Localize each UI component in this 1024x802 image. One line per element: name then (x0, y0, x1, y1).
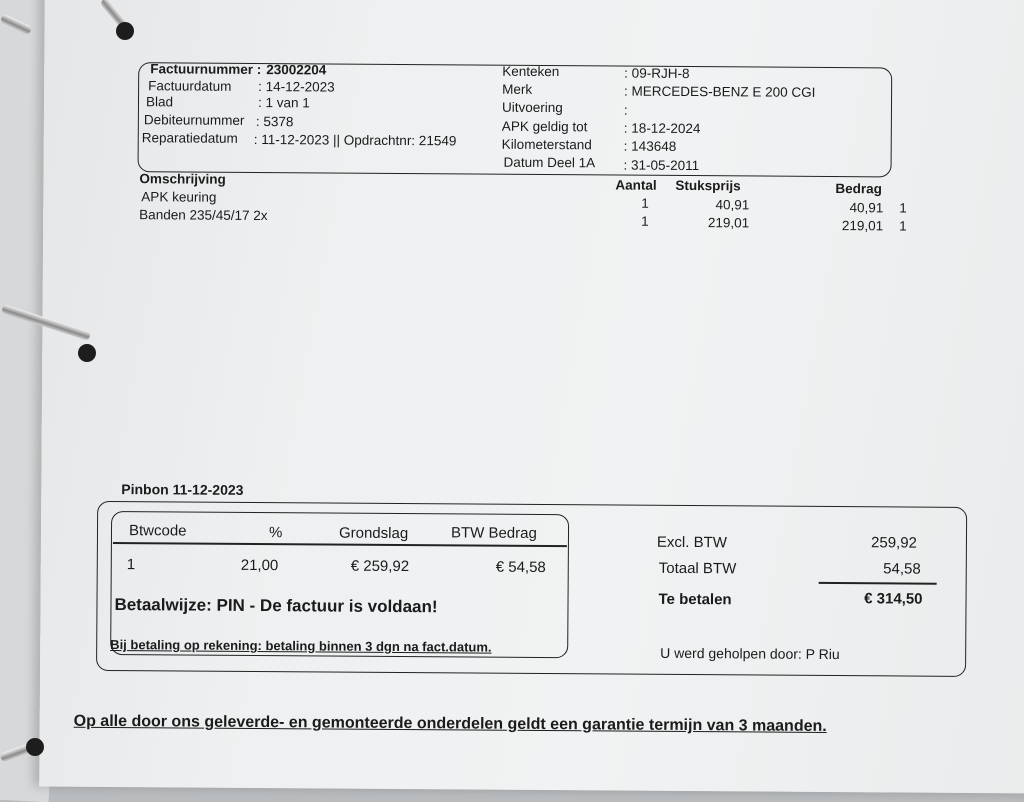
repair-date: : 11-12-2023 || Opdrachtnr: 21549 (253, 131, 457, 149)
helped-by: U werd geholpen door: P Riu (660, 644, 840, 663)
line-item-description: APK keuring (141, 189, 217, 205)
vat-amount-header: BTW Bedrag (450, 524, 537, 542)
vat-amount: € 54,58 (495, 558, 546, 577)
amount-due-label: Te betalen (658, 590, 732, 609)
line-item-vat-code: 1 (899, 218, 907, 234)
col-amount-header: Bedrag (835, 181, 882, 197)
apk-date: : 18-12-2024 (623, 120, 701, 137)
invoice-number-label: Factuurnummer : (150, 61, 262, 78)
col-description-header: Omschrijving (139, 171, 226, 187)
invoice-page (39, 0, 1024, 793)
col-qty-header: Aantal (615, 177, 657, 193)
payment-terms: Bij betaling op rekening: betaling binnen 3 dgn na fact.datum. (110, 636, 492, 655)
punch-hole (78, 344, 96, 362)
debtor-number-label: Debiteurnummer (143, 112, 245, 128)
vat-base: € 259,92 (350, 557, 410, 576)
pinbon-heading: Pinbon 11-12-2023 (121, 481, 244, 498)
brand: : MERCEDES-BENZ E 200 CGI (624, 83, 816, 100)
excl-vat-label: Excl. BTW (656, 533, 727, 552)
vat-code: 1 (126, 556, 136, 574)
vat-percent: 21,00 (240, 556, 279, 575)
line-item-qty: 1 (641, 213, 649, 229)
license-plate-label: Kenteken (502, 63, 560, 80)
repair-date-label: Reparatiedatum (141, 130, 238, 146)
line-item-qty: 1 (641, 195, 649, 211)
invoice-number: 23002204 (266, 62, 327, 78)
vat-base-header: Grondslag (338, 524, 409, 543)
apk-label: APK geldig tot (501, 118, 588, 135)
line-item-amount: 219,01 (841, 218, 884, 234)
variant: : (623, 102, 628, 118)
line-item-unit-price: 219,01 (707, 215, 750, 231)
line-item-amount: 40,91 (849, 200, 884, 216)
excl-vat-value: 259,92 (870, 534, 917, 552)
punch-hole (116, 22, 134, 40)
warranty-notice: Op alle door ons geleverde- en gemonteerde onderdelen geldt een garantie termijn van 3 maanden. (73, 712, 827, 735)
line-item-vat-code: 1 (899, 200, 907, 216)
page-label: Blad (145, 94, 174, 110)
line-item-description: Banden 235/45/17 2x (139, 207, 268, 224)
registration-date-label: Datum Deel 1A (503, 154, 596, 171)
registration-date: : 31-05-2011 (623, 157, 700, 174)
payment-method: Betaalwijze: PIN - De factuur is voldaan! (114, 595, 438, 617)
vat-percent-header: % (268, 524, 283, 542)
mileage-label: Kilometerstand (501, 136, 592, 153)
amount-due-value: € 314,50 (864, 590, 923, 608)
punch-hole (26, 738, 44, 756)
mileage: : 143648 (623, 138, 677, 154)
debtor-number: : 5378 (255, 113, 294, 130)
total-vat-value: 54,58 (883, 560, 921, 578)
col-unit-price-header: Stuksprijs (675, 177, 741, 194)
variant-label: Uitvoering (501, 99, 563, 116)
vat-code-header: Btwcode (128, 522, 187, 540)
invoice-date: : 14-12-2023 (258, 79, 335, 95)
line-item-unit-price: 40,91 (715, 197, 750, 213)
total-vat-label: Totaal BTW (658, 559, 737, 578)
brand-label: Merk (502, 81, 533, 97)
license-plate: : 09-RJH-8 (624, 65, 690, 82)
page-value: : 1 van 1 (257, 95, 310, 111)
invoice-date-label: Factuurdatum (148, 78, 232, 94)
